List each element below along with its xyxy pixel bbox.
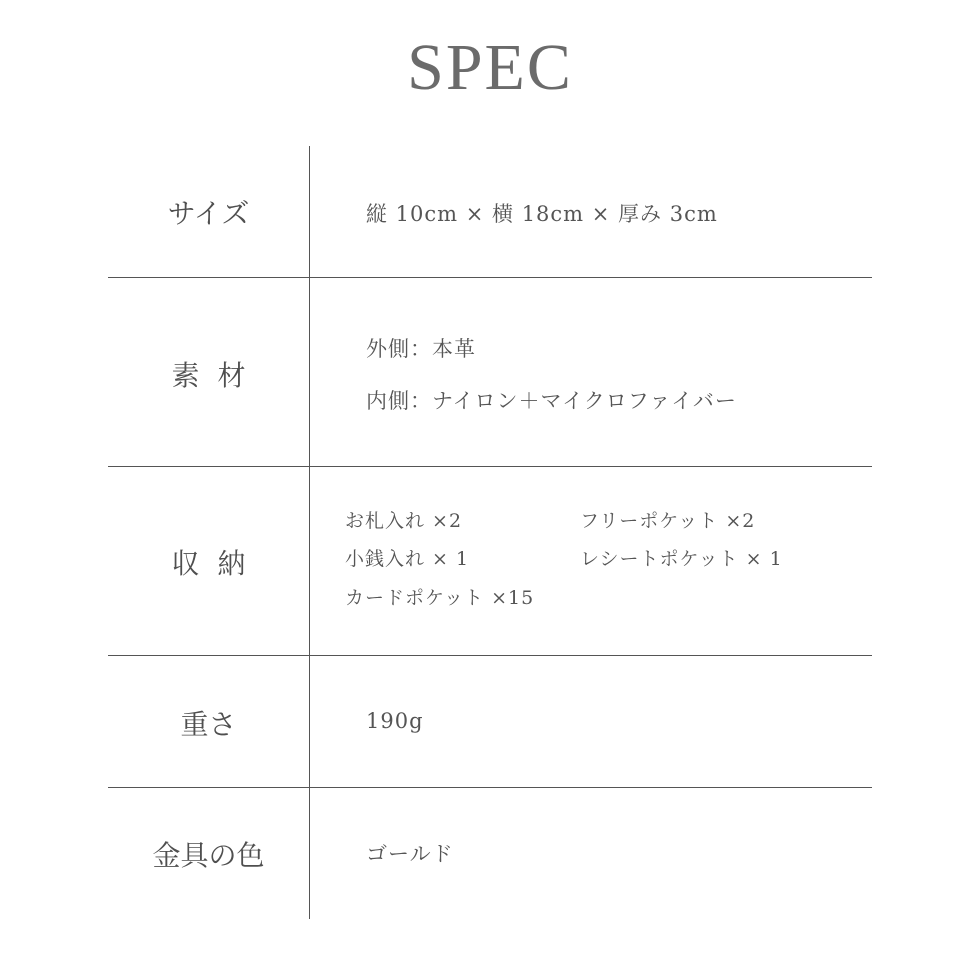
material-inner: 内側：ナイロン＋マイクロファイバー — [366, 389, 737, 413]
storage-item: フリーポケット ×2 — [580, 510, 756, 532]
material-outer: 外側：本革 — [366, 337, 476, 361]
page-title: SPEC — [407, 31, 573, 104]
storage-item: お札入れ ×2 — [345, 510, 463, 532]
column-divider — [309, 146, 310, 919]
row-divider — [108, 655, 872, 656]
storage-item: 小銭入れ × 1 — [345, 548, 470, 570]
size-label: サイズ — [167, 197, 250, 230]
material-label: 素材 — [171, 359, 264, 392]
weight-value: 190g — [366, 709, 424, 733]
row-divider — [108, 277, 872, 278]
weight-label: 重さ — [180, 708, 237, 741]
row-divider — [108, 787, 872, 788]
size-value: 縦 10cm × 横 18cm × 厚み 3cm — [366, 202, 718, 226]
storage-item: レシートポケット × 1 — [580, 548, 783, 570]
hardware-color-value: ゴールド — [366, 842, 454, 866]
storage-item: カードポケット ×15 — [345, 587, 535, 609]
row-divider — [108, 466, 872, 467]
hardware-color-label: 金具の色 — [152, 839, 265, 872]
storage-label: 収納 — [171, 547, 264, 580]
